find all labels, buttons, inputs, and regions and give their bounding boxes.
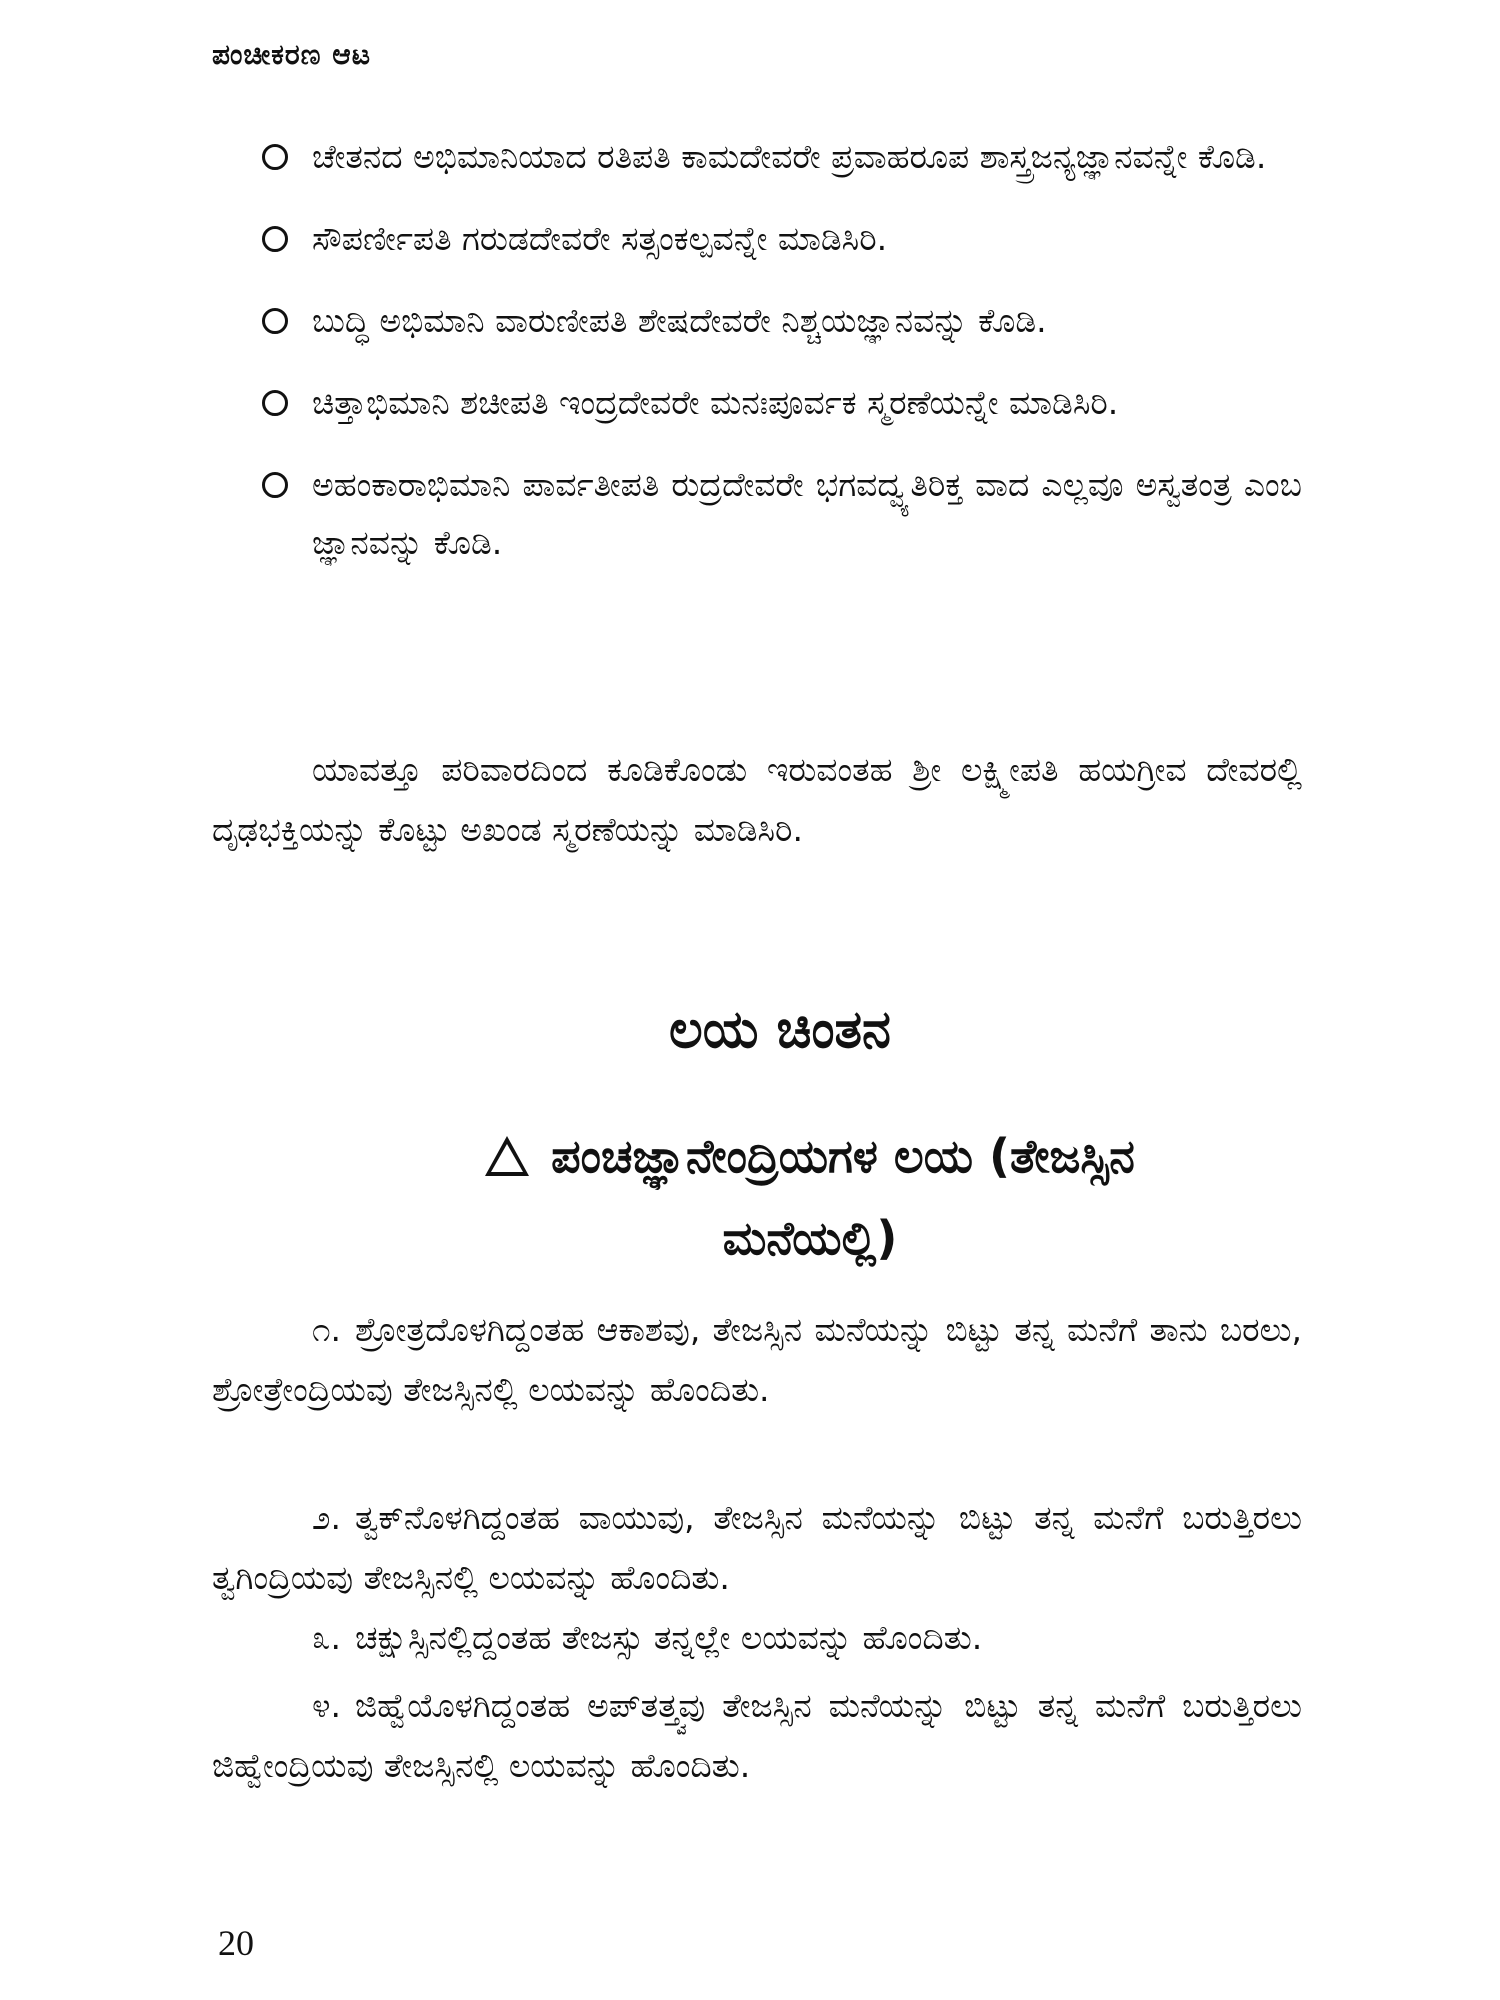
paragraph-text: ತ್ವಕ್‌ನೊಳಗಿದ್ದಂತಹ ವಾಯುವು, ತೇಜಸ್ಸಿನ ಮನೆಯನ್ನು ಬಿಟ್ಟು ತನ್ನ ಮನೆಗೆ ಬರುತ್ತಿರಲು ತ್ವಗಿಂದ್ರಿಯವು ತೇಜಸ್ಸಿನಲ್ಲಿ ಲಯವನ್ನು ಹೊಂದಿತು.	[212, 1498, 1302, 1597]
page-number: 20	[218, 1923, 254, 1963]
triangle-icon	[485, 1136, 529, 1176]
bullet-item	[262, 210, 1302, 268]
paragraph-text: ಜಿಹ್ವೆಯೊಳಗಿದ್ದಂತಹ ಅಪ್‌ತತ್ತ್ವವು ತೇಜಸ್ಸಿನ ಮನೆಯನ್ನು ಬಿಟ್ಟು ತನ್ನ ಮನೆಗೆ ಬರುತ್ತಿರಲು ಜಿಹ್ವೇಂದ್ರಿಯವು ತೇಜಸ್ಸಿನಲ್ಲಿ ಲಯವನ್ನು ಹೊಂದಿತು.	[212, 1686, 1302, 1785]
paragraph-text: ಶ್ರೋತ್ರದೊಳಗಿದ್ದಂತಹ ಆಕಾಶವು, ತೇಜಸ್ಸಿನ ಮನೆಯನ್ನು ಬಿಟ್ಟು ತನ್ನ ಮನೆಗೆ ತಾನು ಬರಲು, ಶ್ರೋತ್ರೇಂದ್ರಿಯವು ತೇಜಸ್ಸಿನಲ್ಲಿ ಲಯವನ್ನು ಹೊಂದಿತು.	[212, 1310, 1302, 1409]
circle-bullet-icon	[262, 144, 288, 170]
bullet-item	[262, 292, 1302, 350]
circle-bullet-icon	[262, 390, 288, 416]
numbered-paragraph	[212, 1488, 1302, 1608]
paragraph-number: ೩.	[312, 1618, 341, 1657]
numbered-paragraph	[212, 1300, 1302, 1420]
closing-paragraph: ಯಾವತ್ತೂ ಪರಿವಾರದಿಂದ ಕೂಡಿಕೊಂಡು ಇರುವಂತಹ ಶ್ರೀ ಲಕ್ಷ್ಮೀಪತಿ ಹಯಗ್ರೀವ ದೇವರಲ್ಲಿ ದೃಢಭಕ್ತಿಯನ್ನು ಕೊಟ್ಟು ಅಖಂಡ ಸ್ಮರಣೆಯನ್ನು ಮಾಡಿಸಿರಿ.	[212, 750, 1302, 849]
bullet-item	[262, 128, 1302, 186]
circle-bullet-icon	[262, 308, 288, 334]
numbered-paragraph	[212, 1608, 1302, 1668]
bullet-text: ಬುದ್ಧಿ ಅಭಿಮಾನಿ ವಾರುಣೀಪತಿ ಶೇಷದೇವರೇ ನಿಶ್ಚಯಜ್ಞಾನವನ್ನು ಕೊಡಿ.	[312, 301, 1047, 340]
circle-bullet-icon	[262, 472, 288, 498]
bullet-list	[262, 128, 1302, 596]
bullet-item	[262, 456, 1302, 572]
bullet-text: ಸೌಪರ್ಣೀಪತಿ ಗರುಡದೇವರೇ ಸತ್ಸಂಕಲ್ಪವನ್ನೇ ಮಾಡಿಸಿರಿ.	[312, 219, 888, 258]
circle-bullet-icon	[262, 226, 288, 252]
subsection-title: ಪಂಚಜ್ಞಾನೇಂದ್ರಿಯಗಳ ಲಯ (ತೇಜಸ್ಸಿನ ಮನೆಯಲ್ಲಿ)	[551, 1129, 1135, 1265]
running-header: ಪಂಚೀಕರಣ ಆಟ	[212, 38, 372, 71]
paragraph-number: ೨.	[312, 1498, 341, 1537]
section-title: ಲಯ ಚಿಂತನ	[669, 1000, 891, 1060]
bullet-text: ಚೇತನದ ಅಭಿಮಾನಿಯಾದ ರತಿಪತಿ ಕಾಮದೇವರೇ ಪ್ರವಾಹರೂಪ ಶಾಸ್ತ್ರಜನ್ಯಜ್ಞಾನವನ್ನೇ ಕೊಡಿ.	[312, 137, 1267, 176]
paragraph-number: ೪.	[312, 1686, 341, 1725]
subsection-heading	[400, 1115, 1220, 1279]
bullet-text: ಅಹಂಕಾರಾಭಿಮಾನಿ ಪಾರ್ವತೀಪತಿ ರುದ್ರದೇವರೇ ಭಗವದ್ವ್ಯತಿರಿಕ್ತ ವಾದ ಎಲ್ಲವೂ ಅಸ್ವತಂತ್ರ ಎಂಬ ಜ್ಞಾನವನ್ನು ಕೊಡಿ.	[312, 465, 1302, 562]
bullet-text: ಚಿತ್ತಾಭಿಮಾನಿ ಶಚೀಪತಿ ಇಂದ್ರದೇವರೇ ಮನಃಪೂರ್ವಕ ಸ್ಮರಣೆಯನ್ನೇ ಮಾಡಿಸಿರಿ.	[312, 383, 1119, 422]
bullet-item	[262, 374, 1302, 432]
numbered-paragraph	[212, 1676, 1302, 1796]
paragraph-number: ೧.	[312, 1310, 341, 1349]
paragraph-text: ಚಕ್ಷುಸ್ಸಿನಲ್ಲಿದ್ದಂತಹ ತೇಜಸ್ಸು ತನ್ನಲ್ಲೇ ಲಯವನ್ನು ಹೊಂದಿತು.	[354, 1618, 983, 1657]
